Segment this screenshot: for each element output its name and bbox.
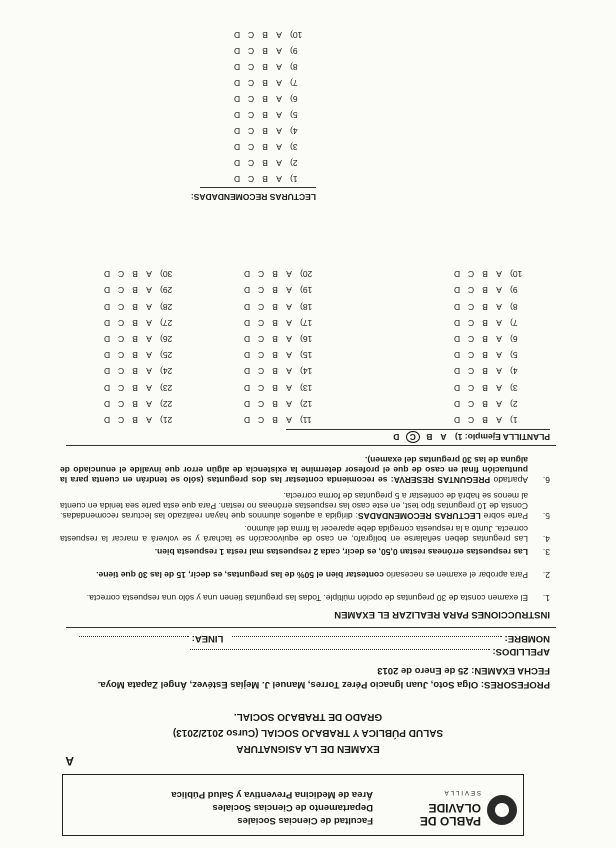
answer-option-d[interactable]: D (243, 269, 251, 280)
question-number: 12) (300, 398, 313, 409)
answer-option-a[interactable]: A (286, 415, 292, 425)
answer-row (230, 174, 316, 184)
question-number: 22) (160, 398, 173, 409)
question-number: 4) (290, 126, 298, 136)
question-number: 16) (300, 334, 313, 344)
answer-option-c[interactable]: C (467, 415, 475, 425)
apellidos-line[interactable] (190, 649, 490, 658)
answer-row (450, 334, 536, 344)
answer-option-d[interactable]: D (233, 30, 241, 40)
answer-option-d[interactable]: D (453, 350, 461, 361)
answer-option-a[interactable]: A (276, 142, 282, 152)
answer-option-a[interactable]: A (146, 285, 152, 296)
answer-option-c[interactable]: C (117, 334, 125, 344)
answer-option-c[interactable]: C (117, 269, 125, 280)
faculty-line: Departamento de Ciencias Sociales (212, 802, 373, 813)
answer-option-a[interactable]: A (146, 301, 152, 312)
answer-option-a[interactable]: A (496, 269, 502, 280)
answer-row (230, 158, 316, 168)
answer-row (240, 269, 326, 279)
answer-option-b[interactable]: B (272, 285, 278, 296)
answer-option-d[interactable]: D (103, 285, 111, 296)
answer-option-b[interactable]: B (482, 350, 488, 361)
answer-option-b[interactable]: B (272, 317, 278, 328)
linea-line[interactable] (79, 636, 189, 645)
professors: PROFESORES: Olga Soto, Juan Ignacio Pérez Torres, Manuel J. Mejías Estévez, Ángel Zapata Moya. (97, 679, 550, 690)
answer-option-a[interactable]: A (276, 46, 282, 56)
nombre-label: NOMBRE: (504, 633, 550, 644)
question-number: 10) (290, 30, 303, 40)
instruction-5: 5. Parte sobre LECTURAS RECOMENDADAS: dirigida a aquellos alumnos que hayan realizado las lecturas recomendadas. Consta de 10 preguntas tipo test, en este caso las respuestas erróneas no restan. Para que esta parte sea tenida en cuenta al menos se habrá de contestar a 5 preguntas de forma correcta. (60, 491, 550, 521)
question-number: 13) (300, 382, 313, 393)
answer-option-b[interactable]: B (482, 415, 488, 425)
question-number: 27) (160, 317, 173, 328)
answer-option-a[interactable]: A (496, 285, 502, 296)
question-number: 1) (290, 174, 298, 184)
answer-option-a[interactable]: A (496, 350, 502, 361)
answer-option-b[interactable]: B (262, 158, 268, 168)
answer-row (100, 269, 186, 279)
answer-option-d[interactable]: D (233, 62, 241, 72)
question-number: 25) (160, 350, 173, 361)
answer-option-a[interactable]: A (286, 285, 292, 296)
answer-row (230, 78, 316, 88)
answer-option-a[interactable]: A (146, 269, 152, 280)
answer-option-c[interactable]: C (247, 174, 255, 184)
answer-option-a[interactable]: A (146, 317, 152, 328)
answer-row (450, 399, 536, 409)
answer-option-b[interactable]: B (262, 30, 268, 40)
answer-option-a[interactable]: A (146, 382, 152, 393)
lecturas-heading: LECTURAS RECOMENDADAS: (190, 192, 316, 202)
apellidos-label: APELLIDOS: (492, 646, 550, 657)
exam-title: EXAMEN DE LA ASIGNATURA (236, 743, 380, 754)
answer-option-d[interactable]: D (453, 415, 461, 425)
answer-row (450, 269, 536, 279)
answer-option-d[interactable]: D (103, 350, 111, 361)
answer-option-d[interactable]: D (103, 301, 111, 312)
answer-option-d[interactable]: D (103, 269, 111, 280)
answer-row (230, 110, 316, 120)
answer-option-c[interactable]: C (257, 317, 265, 328)
question-number: 7) (290, 78, 298, 88)
divider (66, 627, 556, 628)
answer-option-d[interactable]: D (233, 78, 241, 88)
plantilla-underline (286, 429, 550, 430)
answer-option-a[interactable]: A (276, 174, 282, 184)
answer-option-c[interactable]: C (257, 350, 265, 361)
answer-option-b[interactable]: B (482, 366, 488, 377)
answer-option-b[interactable]: B (262, 62, 268, 72)
answer-option-d[interactable]: D (243, 285, 251, 296)
question-number: 15) (300, 350, 313, 361)
answer-option-c[interactable]: C (247, 110, 255, 120)
question-number: 6) (290, 94, 298, 104)
answer-option-b[interactable]: B (272, 415, 278, 425)
answer-option-b[interactable]: B (272, 334, 278, 344)
answer-row (240, 415, 326, 425)
answer-option-c[interactable]: C (117, 366, 125, 377)
answer-option-d[interactable]: D (103, 382, 111, 393)
answer-option-c[interactable]: C (467, 317, 475, 328)
answer-option-d[interactable]: D (453, 285, 461, 296)
instruction-3: 3. Las respuestas erróneas restan 0,50, es decir, cada 2 respuestas mal resta 1 respuesta bien. (154, 547, 550, 557)
answer-row (240, 383, 326, 393)
question-number: 9) (290, 46, 298, 56)
answer-option-c[interactable]: C (257, 398, 265, 409)
answer-option-b[interactable]: B (272, 350, 278, 361)
nombre-line[interactable] (232, 636, 502, 645)
answer-option-b[interactable]: B (132, 317, 138, 328)
answer-option-a[interactable]: A (276, 30, 282, 40)
answer-option-b[interactable]: B (132, 366, 138, 377)
lecturas-underline (200, 187, 316, 188)
answer-option-b[interactable]: B (272, 382, 278, 393)
answer-option-c[interactable]: C (117, 285, 125, 296)
answer-option-a[interactable]: A (286, 382, 292, 393)
question-number: 7) (510, 317, 518, 328)
question-number: 10) (510, 269, 523, 280)
answer-option-a[interactable]: A (146, 398, 152, 409)
answer-option-d[interactable]: D (453, 382, 461, 393)
question-number: 5) (510, 350, 518, 361)
answer-option-b[interactable]: B (262, 174, 268, 184)
answer-option-d[interactable]: D (453, 317, 461, 328)
answer-option-a[interactable]: A (496, 415, 502, 425)
answer-option-a[interactable]: A (496, 301, 502, 312)
question-number: 3) (510, 382, 518, 393)
answer-option-d[interactable]: D (103, 334, 111, 344)
answer-option-d[interactable]: D (103, 398, 111, 409)
answer-option-c[interactable]: C (257, 285, 265, 296)
answer-option-c[interactable]: C (467, 350, 475, 361)
answer-row (230, 94, 316, 104)
answer-row (450, 350, 536, 360)
answer-option-b[interactable]: B (482, 317, 488, 328)
answer-option-d[interactable]: D (243, 317, 251, 328)
answer-option-c[interactable]: C (247, 46, 255, 56)
answer-option-c[interactable]: C (257, 382, 265, 393)
answer-option-b[interactable]: B (132, 285, 138, 296)
question-number: 17) (300, 317, 313, 328)
question-number: 8) (510, 301, 518, 312)
question-number: 11) (300, 415, 312, 425)
answer-option-d[interactable]: D (453, 398, 461, 409)
degree-title: GRADO DE TRABAJO SOCIAL. (233, 711, 383, 722)
answer-option-d[interactable]: D (103, 415, 111, 425)
answer-option-d[interactable]: D (453, 334, 461, 344)
answer-option-c[interactable]: C (467, 285, 475, 296)
answer-option-c[interactable]: C (247, 62, 255, 72)
answer-option-c[interactable]: C (257, 366, 265, 377)
answer-row (100, 302, 186, 312)
answer-option-d[interactable]: D (243, 415, 251, 425)
header-box (62, 774, 524, 836)
course-title: SALUD PÚBLICA Y TRABAJO SOCIAL (Curso 2012/2013) (172, 727, 444, 738)
answer-option-a[interactable]: A (286, 398, 292, 409)
answer-row (100, 415, 186, 425)
answer-option-c[interactable]: C (467, 334, 475, 344)
answer-option-b[interactable]: B (482, 382, 488, 393)
answer-option-c[interactable]: C (467, 269, 475, 280)
answer-option-a[interactable]: A (146, 366, 152, 377)
answer-row (450, 318, 536, 328)
instruction-1: 1. El examen consta de 30 preguntas de opción múltiple. Todas las preguntas tienen una y sólo una respuesta correcta. (86, 593, 550, 603)
faculty-line: Facultad de Ciencias Sociales (237, 815, 373, 826)
answer-option-c[interactable]: C (117, 317, 125, 328)
question-number: 19) (300, 285, 313, 296)
answer-row (100, 350, 186, 360)
answer-option-c[interactable]: C (247, 126, 255, 136)
answer-option-c[interactable]: C (257, 301, 265, 312)
answer-option-a[interactable]: A (276, 62, 282, 72)
answer-option-b[interactable]: B (482, 398, 488, 409)
question-number: 2) (510, 398, 518, 409)
answer-option-c[interactable]: C (247, 30, 255, 40)
answer-option-d[interactable]: D (453, 301, 461, 312)
instruction-4: 4. Las preguntas deben señalarse en bolígrafo, en caso de equivocación se tachará y se volverá a marcar la respuesta correcta. Junto a la respuesta corregida debe aparecer la firma del alumno. (60, 524, 550, 544)
answer-option-a[interactable]: A (276, 126, 282, 136)
answer-row (100, 318, 186, 328)
question-number: 6) (510, 334, 518, 344)
answer-option-b[interactable]: B (132, 415, 138, 425)
nombre-field (79, 633, 550, 645)
answer-option-c[interactable]: C (467, 398, 475, 409)
answer-option-a[interactable]: A (286, 269, 292, 280)
answer-option-d[interactable]: D (243, 366, 251, 377)
answer-option-a[interactable]: A (276, 94, 282, 104)
answer-option-d[interactable]: D (233, 46, 241, 56)
linea-label: LINEA: (191, 633, 224, 644)
answer-option-d[interactable]: D (103, 366, 111, 377)
answer-option-a[interactable]: A (496, 317, 502, 328)
answer-option-b[interactable]: B (262, 142, 268, 152)
answer-option-d[interactable]: D (453, 366, 461, 377)
plantilla-heading: PLANTILLA Ejemplo: 1) A B C D (393, 432, 550, 442)
answer-row (100, 383, 186, 393)
answer-option-d[interactable]: D (243, 350, 251, 361)
answer-option-d[interactable]: D (453, 269, 461, 280)
answer-row (240, 334, 326, 344)
answer-option-c[interactable]: C (257, 334, 265, 344)
answer-option-d[interactable]: D (243, 382, 251, 393)
answer-option-b[interactable]: B (272, 398, 278, 409)
answer-option-d[interactable]: D (243, 398, 251, 409)
exam-model-letter: A (65, 754, 74, 768)
answer-option-a[interactable]: A (146, 334, 152, 344)
answer-option-b[interactable]: B (262, 94, 268, 104)
answer-option-c[interactable]: C (467, 366, 475, 377)
answer-option-a[interactable]: A (276, 110, 282, 120)
answer-option-d[interactable]: D (243, 301, 251, 312)
answer-row (100, 366, 186, 376)
logo-city: SEVILLA (442, 789, 481, 795)
question-number: 8) (290, 62, 298, 72)
question-number: 24) (160, 366, 173, 377)
question-number: 28) (160, 301, 173, 312)
question-number: 29) (160, 285, 173, 296)
answer-option-c[interactable]: C (467, 301, 475, 312)
answer-option-c[interactable]: C (247, 158, 255, 168)
answer-row (230, 142, 316, 152)
answer-option-c[interactable]: C (257, 269, 265, 280)
question-number: 23) (160, 382, 173, 393)
answer-option-b[interactable]: B (262, 78, 268, 88)
answer-row (450, 366, 536, 376)
answer-option-d[interactable]: D (243, 334, 251, 344)
answer-row (100, 285, 186, 295)
logo-icon (487, 795, 517, 825)
answer-option-a[interactable]: A (496, 366, 502, 377)
answer-option-c[interactable]: C (117, 415, 125, 425)
answer-option-d[interactable]: D (103, 317, 111, 328)
divider (66, 445, 556, 446)
answer-option-c[interactable]: C (257, 415, 265, 425)
answer-option-a[interactable]: A (496, 398, 502, 409)
answer-option-a[interactable]: A (276, 78, 282, 88)
answer-option-b[interactable]: B (262, 46, 268, 56)
answer-option-c[interactable]: C (247, 142, 255, 152)
answer-option-c[interactable]: C (117, 301, 125, 312)
answer-option-c[interactable]: C (117, 382, 125, 393)
answer-option-a[interactable]: A (496, 382, 502, 393)
answer-option-c[interactable]: C (467, 382, 475, 393)
answer-row (240, 399, 326, 409)
answer-option-b[interactable]: B (132, 398, 138, 409)
answer-option-b[interactable]: B (482, 301, 488, 312)
answer-option-b[interactable]: B (482, 285, 488, 296)
answer-option-b[interactable]: B (262, 110, 268, 120)
question-number: 14) (300, 366, 313, 377)
instructions-heading: INSTRUCCIONES PARA REALIZAR EL EXAMEN (334, 609, 550, 620)
answer-option-a[interactable]: A (146, 350, 152, 361)
question-number: 20) (300, 269, 313, 280)
answer-row (450, 383, 536, 393)
answer-option-b[interactable]: B (132, 382, 138, 393)
answer-option-a[interactable]: A (286, 317, 292, 328)
question-number: 30) (160, 269, 173, 280)
answer-option-a[interactable]: A (286, 334, 292, 344)
answer-option-a[interactable]: A (496, 334, 502, 344)
instruction-2: 2. Para aprobar el examen es necesario contestar bien el 50% de las preguntas, es decir, 15 de las 30 que tiene. (96, 570, 550, 580)
answer-option-b[interactable]: B (132, 301, 138, 312)
question-number: 3) (290, 142, 298, 152)
answer-row (100, 399, 186, 409)
question-number: 18) (300, 301, 313, 312)
faculty-block (171, 788, 373, 827)
answer-option-a[interactable]: A (276, 158, 282, 168)
answer-option-b[interactable]: B (272, 301, 278, 312)
answer-row (240, 366, 326, 376)
question-number: 9) (510, 285, 518, 296)
circled-example: C (406, 431, 420, 443)
question-number: 4) (510, 366, 518, 377)
answer-row (240, 350, 326, 360)
answer-row (230, 30, 316, 40)
answer-option-a[interactable]: A (146, 415, 152, 425)
apellidos-field (190, 646, 550, 658)
answer-row (240, 302, 326, 312)
answer-option-b[interactable]: B (132, 269, 138, 280)
answer-row (230, 46, 316, 56)
answer-option-a[interactable]: A (286, 301, 292, 312)
answer-option-b[interactable]: B (272, 269, 278, 280)
question-number: 5) (290, 110, 298, 120)
answer-option-b[interactable]: B (262, 126, 268, 136)
answer-option-d[interactable]: D (233, 110, 241, 120)
question-number: 2) (290, 158, 298, 168)
answer-option-a[interactable]: A (286, 350, 292, 361)
answer-row (450, 415, 536, 425)
answer-row (230, 126, 316, 136)
answer-option-d[interactable]: D (233, 126, 241, 136)
answer-option-c[interactable]: C (117, 350, 125, 361)
answer-option-b[interactable]: B (482, 334, 488, 344)
answer-row (100, 334, 186, 344)
answer-row (230, 62, 316, 72)
question-number: 21) (160, 415, 173, 425)
answer-option-d[interactable]: D (233, 158, 241, 168)
answer-option-b[interactable]: B (132, 350, 138, 361)
answer-option-c[interactable]: C (247, 78, 255, 88)
answer-option-a[interactable]: A (286, 366, 292, 377)
answer-option-c[interactable]: C (117, 398, 125, 409)
logo-name: PABLO DE OLAVIDE (419, 801, 481, 828)
answer-row (450, 302, 536, 312)
question-number: 1) (510, 415, 518, 425)
answer-row (450, 285, 536, 295)
exam-date: FECHA EXAMEN: 25 de Enero de 2013 (377, 665, 550, 676)
answer-option-c[interactable]: C (247, 94, 255, 104)
answer-option-b[interactable]: B (272, 366, 278, 377)
answer-option-d[interactable]: D (233, 142, 241, 152)
instruction-6: 6. Apartado PREGUNTAS RESERVA: se recomienda contestar las dos preguntas (sólo se tendrán en cuenta para la puntuación final en caso de que el profesor determine la existencia de algún error que invalide el enunciado de alguna de las 30 preguntas del examen). (60, 455, 550, 485)
answer-option-d[interactable]: D (233, 174, 241, 184)
answer-option-b[interactable]: B (132, 334, 138, 344)
answer-row (240, 285, 326, 295)
question-number: 26) (160, 334, 173, 344)
faculty-line: Área de Medicina Preventiva y Salud Pública (171, 789, 373, 800)
answer-option-b[interactable]: B (482, 269, 488, 280)
university-logo (397, 783, 517, 829)
answer-row (240, 318, 326, 328)
answer-option-d[interactable]: D (233, 94, 241, 104)
